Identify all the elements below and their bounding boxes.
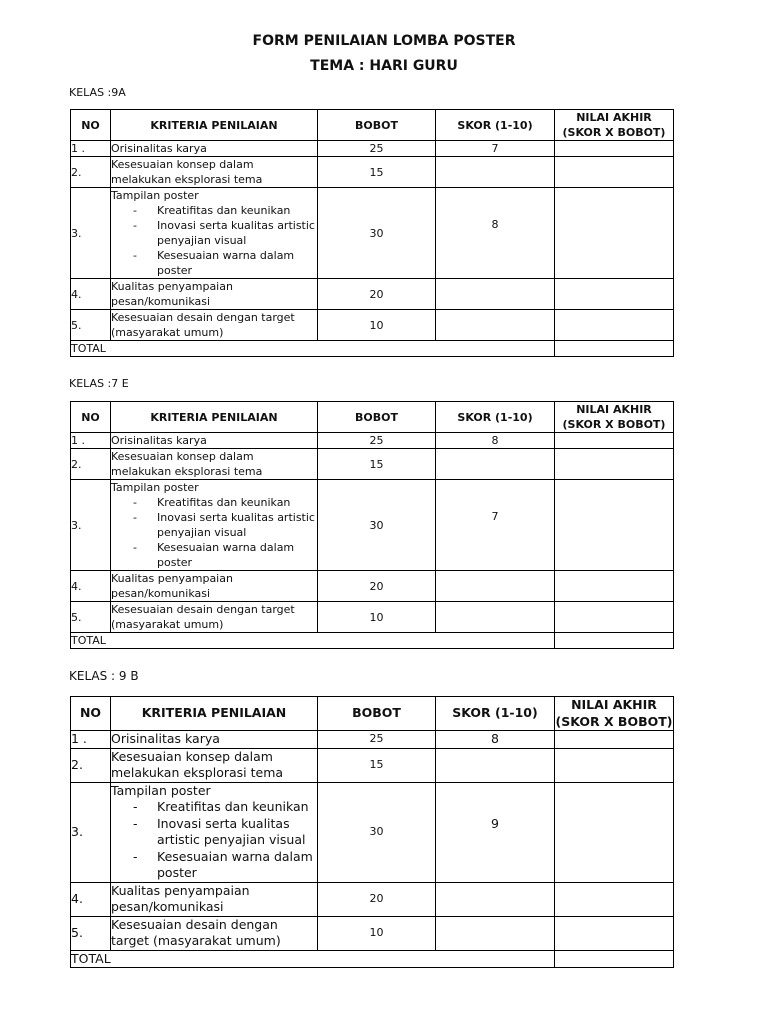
skor-value	[436, 279, 555, 310]
row-number: 3.	[71, 782, 111, 882]
nilai-akhir-cell	[555, 157, 674, 188]
row-number: 1 .	[71, 731, 111, 749]
criterion-label: Orisinalitas karya	[111, 141, 318, 157]
bobot-value: 20	[318, 279, 436, 310]
bobot-value: 20	[318, 571, 436, 602]
row-number: 4.	[71, 882, 111, 916]
table-row	[71, 188, 674, 279]
row-number: 2.	[71, 449, 111, 480]
skor-value: 9	[436, 782, 555, 882]
total-value-cell	[555, 341, 674, 357]
row-number: 1 .	[71, 141, 111, 157]
sub-criterion: - Kesesuaian warna dalam poster	[111, 540, 317, 570]
table-row	[71, 480, 674, 571]
table-row	[71, 141, 674, 157]
row-number: 5.	[71, 310, 111, 341]
header-nilai-akhir: NILAI AKHIR (SKOR X BOBOT)	[555, 110, 674, 141]
criterion-label: Kesesuaian desain dengan target (masyarakat umum)	[111, 602, 318, 633]
nilai-akhir-cell	[555, 480, 674, 571]
criterion-cell	[111, 480, 318, 571]
table-row	[71, 449, 674, 480]
header-nilai-akhir: NILAI AKHIR (SKOR X BOBOT)	[555, 402, 674, 433]
nilai-akhir-cell	[555, 602, 674, 633]
total-label: TOTAL	[71, 950, 555, 968]
table-row	[71, 882, 674, 916]
header-bobot: BOBOT	[318, 110, 436, 141]
header-kriteria: KRITERIA PENILAIAN	[111, 110, 318, 141]
criterion-cell	[111, 188, 318, 279]
row-number: 1 .	[71, 433, 111, 449]
sub-criterion: - Kesesuaian warna dalam poster	[111, 248, 317, 278]
form-subtitle: TEMA : HARI GURU	[310, 58, 458, 74]
criterion-label: Kualitas penyampaian pesan/komunikasi	[111, 882, 318, 916]
criterion-label: Kesesuaian konsep dalam melakukan eksplorasi tema	[111, 449, 318, 480]
skor-value	[436, 449, 555, 480]
criterion-label: Kualitas penyampaian pesan/komunikasi	[111, 571, 318, 602]
class-label-7e: KELAS :7 E	[69, 377, 129, 390]
total-value-cell	[555, 950, 674, 968]
table-row	[71, 157, 674, 188]
criterion-label: Orisinalitas karya	[111, 731, 318, 749]
header-no: NO	[71, 402, 111, 433]
skor-value	[436, 157, 555, 188]
sub-criterion: - Inovasi serta kualitas artistic penyajian visual	[111, 816, 317, 849]
nilai-akhir-cell	[555, 310, 674, 341]
header-no: NO	[71, 697, 111, 731]
bobot-value: 15	[318, 449, 436, 480]
table-row	[71, 916, 674, 950]
nilai-akhir-cell	[555, 782, 674, 882]
criterion-label: Tampilan poster	[111, 481, 199, 494]
table-row	[71, 279, 674, 310]
skor-value	[436, 882, 555, 916]
skor-value	[436, 748, 555, 782]
header-bobot: BOBOT	[318, 697, 436, 731]
table-row	[71, 602, 674, 633]
skor-value	[436, 310, 555, 341]
skor-value: 8	[436, 433, 555, 449]
sub-criteria-list	[111, 799, 317, 882]
nilai-akhir-cell	[555, 571, 674, 602]
nilai-akhir-cell	[555, 279, 674, 310]
header-kriteria: KRITERIA PENILAIAN	[111, 402, 318, 433]
nilai-akhir-cell	[555, 748, 674, 782]
table-row	[71, 310, 674, 341]
total-row	[71, 950, 674, 968]
bobot-value: 30	[318, 188, 436, 279]
criterion-label: Tampilan poster	[111, 782, 211, 798]
skor-value: 8	[436, 188, 555, 279]
score-table-7e	[70, 401, 674, 649]
nilai-akhir-cell	[555, 433, 674, 449]
table-header-row	[71, 697, 674, 731]
bobot-value: 25	[318, 141, 436, 157]
header-bobot: BOBOT	[318, 402, 436, 433]
score-table-9b	[70, 696, 674, 968]
nilai-akhir-cell	[555, 141, 674, 157]
header-kriteria: KRITERIA PENILAIAN	[111, 697, 318, 731]
header-skor: SKOR (1-10)	[436, 110, 555, 141]
skor-value: 7	[436, 141, 555, 157]
nilai-akhir-cell	[555, 731, 674, 749]
bobot-value: 10	[318, 916, 436, 950]
bobot-value: 15	[318, 157, 436, 188]
row-number: 3.	[71, 480, 111, 571]
sub-criteria-list	[111, 203, 317, 278]
table-row	[71, 571, 674, 602]
sub-criterion: - Kreatifitas dan keunikan	[111, 495, 317, 510]
bobot-value: 10	[318, 310, 436, 341]
form-title: FORM PENILAIAN LOMBA POSTER	[252, 33, 516, 49]
total-row	[71, 633, 674, 649]
sub-criteria-list	[111, 495, 317, 570]
bobot-value: 25	[318, 433, 436, 449]
nilai-akhir-cell	[555, 449, 674, 480]
sub-criterion: - Kesesuaian warna dalam poster	[111, 849, 317, 882]
criterion-label: Kesesuaian desain dengan target (masyarakat umum)	[111, 310, 318, 341]
total-label: TOTAL	[71, 341, 555, 357]
criterion-label: Kualitas penyampaian pesan/komunikasi	[111, 279, 318, 310]
bobot-value: 10	[318, 602, 436, 633]
total-value-cell	[555, 633, 674, 649]
header-no: NO	[71, 110, 111, 141]
bobot-value: 25	[318, 731, 436, 749]
total-row	[71, 341, 674, 357]
header-skor: SKOR (1-10)	[436, 697, 555, 731]
row-number: 4.	[71, 571, 111, 602]
row-number: 3.	[71, 188, 111, 279]
sub-criterion: - Kreatifitas dan keunikan	[111, 203, 317, 218]
row-number: 2.	[71, 748, 111, 782]
row-number: 2.	[71, 157, 111, 188]
nilai-akhir-cell	[555, 916, 674, 950]
table-header-row	[71, 402, 674, 433]
row-number: 5.	[71, 916, 111, 950]
bobot-value: 30	[318, 480, 436, 571]
bobot-value: 30	[318, 782, 436, 882]
bobot-value: 20	[318, 882, 436, 916]
criterion-label: Tampilan poster	[111, 189, 199, 202]
skor-value	[436, 571, 555, 602]
class-label-9a: KELAS :9A	[69, 86, 126, 99]
header-nilai-akhir: NILAI AKHIR (SKOR X BOBOT)	[555, 697, 673, 729]
nilai-akhir-cell	[555, 188, 674, 279]
skor-value	[436, 916, 555, 950]
sub-criterion: - Inovasi serta kualitas artistic penyajian visual	[111, 218, 317, 248]
header-skor: SKOR (1-10)	[436, 402, 555, 433]
nilai-akhir-cell	[555, 882, 674, 916]
skor-value: 7	[436, 480, 555, 571]
criterion-label: Orisinalitas karya	[111, 433, 318, 449]
criterion-label: Kesesuaian konsep dalam melakukan eksplorasi tema	[111, 748, 318, 782]
skor-value: 8	[436, 731, 555, 749]
criterion-label: Kesesuaian konsep dalam melakukan eksplorasi tema	[111, 157, 318, 188]
class-label-9b: KELAS : 9 B	[69, 669, 139, 683]
table-row	[71, 748, 674, 782]
score-table-9a	[70, 109, 674, 357]
skor-value	[436, 602, 555, 633]
table-row	[71, 731, 674, 749]
bobot-value: 15	[318, 748, 436, 782]
criterion-cell	[111, 782, 318, 882]
criterion-label: Kesesuaian desain dengan target (masyarakat umum)	[111, 916, 318, 950]
sub-criterion: - Kreatifitas dan keunikan	[111, 799, 317, 816]
table-row	[71, 782, 674, 882]
table-row	[71, 433, 674, 449]
row-number: 5.	[71, 602, 111, 633]
table-header-row	[71, 110, 674, 141]
row-number: 4.	[71, 279, 111, 310]
sub-criterion: - Inovasi serta kualitas artistic penyajian visual	[111, 510, 317, 540]
total-label: TOTAL	[71, 633, 555, 649]
